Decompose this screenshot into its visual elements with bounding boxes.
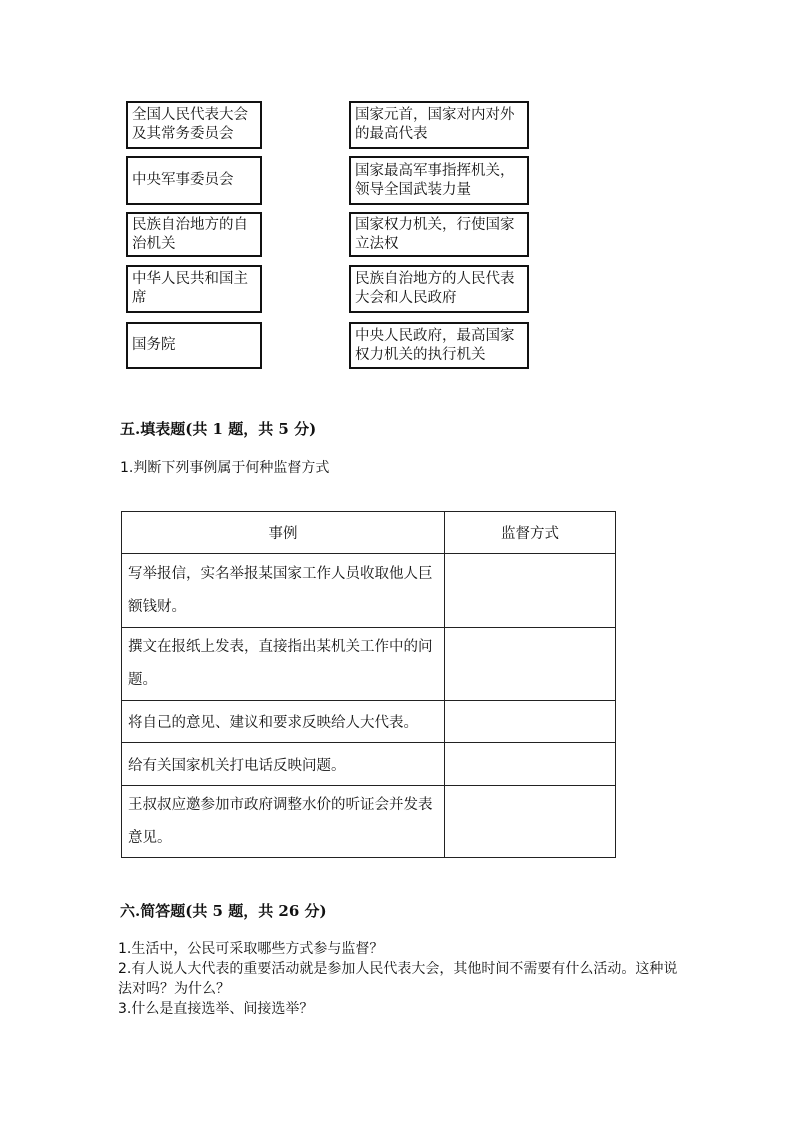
table-row: [122, 786, 616, 858]
match-right-text: 民族自治地方的人民代表大会和人民政府: [355, 271, 515, 306]
match-right-box[interactable]: [349, 156, 529, 205]
match-left-box[interactable]: [126, 156, 262, 205]
match-left-text: 国务院: [132, 337, 176, 353]
answer-cell[interactable]: [445, 628, 616, 701]
match-left-box[interactable]: [126, 101, 262, 149]
match-left-box[interactable]: [126, 212, 262, 257]
question-text: 2.有人说人大代表的重要活动就是参加人民代表大会，其他时间不需要有什么活动。这种说法对吗？为什么？: [118, 961, 678, 997]
match-left-text: 民族自治地方的自治机关: [132, 216, 248, 252]
question-text: 1.生活中，公民可采取哪些方式参与监督？: [118, 941, 384, 957]
table-cell-case: 写举报信，实名举报某国家工作人员收取他人巨额钱财。: [122, 554, 445, 628]
match-right-text: 国家最高军事指挥机关，领导全国武装力量: [355, 162, 515, 198]
match-left-box[interactable]: [126, 265, 262, 313]
match-right-box[interactable]: [349, 265, 529, 313]
answer-cell[interactable]: [445, 786, 616, 858]
match-right-box[interactable]: [349, 322, 529, 369]
match-left-box[interactable]: [126, 322, 262, 369]
match-right-text: 国家权力机关，行使国家立法权: [355, 216, 515, 252]
table-row: [122, 701, 616, 743]
table-cell-case: 给有关国家机关打电话反映问题。: [122, 743, 445, 786]
match-right-box[interactable]: [349, 101, 529, 149]
section-title: 六.简答题(共 5 题，共 26 分): [120, 902, 327, 920]
answer-cell[interactable]: [445, 743, 616, 786]
question-list: [118, 939, 678, 1019]
match-left-text: 中央军事委员会: [132, 172, 234, 188]
section-title: 五.填表题(共 1 题，共 5 分): [120, 420, 317, 438]
table-header: 事例: [122, 512, 445, 554]
table-row: [122, 743, 616, 786]
match-right-text: 中央人民政府，最高国家权力机关的执行机关: [355, 327, 515, 363]
table-row: [122, 628, 616, 701]
table-cell-case: 王叔叔应邀参加市政府调整水价的听证会并发表意见。: [122, 786, 445, 858]
match-left-text: 全国人民代表大会及其常务委员会: [132, 107, 248, 142]
question-text: 3.什么是直接选举、间接选举？: [118, 1001, 314, 1017]
answer-cell[interactable]: [445, 554, 616, 628]
match-left-text: 中华人民共和国主席: [132, 271, 248, 306]
match-right-box[interactable]: [349, 212, 529, 257]
fill-table: [121, 511, 616, 858]
match-right-text: 国家元首，国家对内对外的最高代表: [355, 107, 515, 142]
question-text: 1.判断下列事例属于何种监督方式: [120, 460, 330, 476]
table-cell-case: 将自己的意见、建议和要求反映给人大代表。: [122, 701, 445, 743]
table-cell-case: 撰文在报纸上发表，直接指出某机关工作中的问题。: [122, 628, 445, 701]
answer-cell[interactable]: [445, 701, 616, 743]
table-row: [122, 554, 616, 628]
table-header: 监督方式: [445, 512, 616, 554]
